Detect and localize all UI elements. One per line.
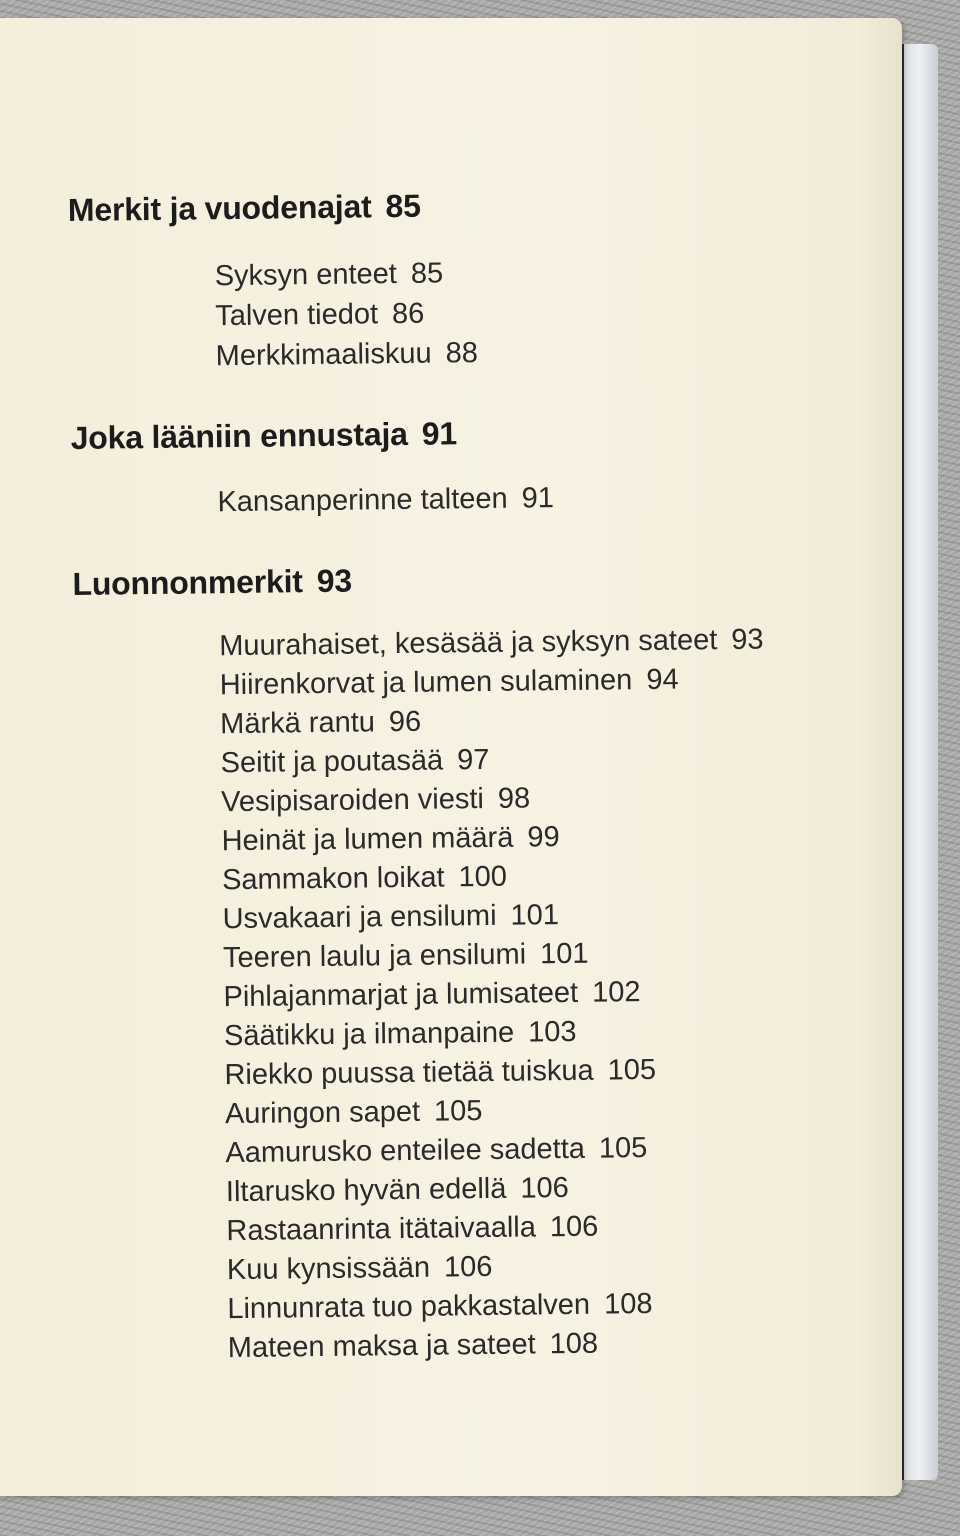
entry-title: Kuu kynsissään xyxy=(226,1251,431,1287)
entry-page-number: 97 xyxy=(456,743,490,777)
table-of-contents xyxy=(0,18,902,1496)
entry-page-number: 101 xyxy=(539,937,589,971)
entry-page-number: 105 xyxy=(598,1132,648,1165)
chapter-page-number: 93 xyxy=(316,562,353,600)
entry-title: Auringon sapet xyxy=(224,1095,421,1131)
entry-page-number: 102 xyxy=(591,976,641,1009)
entry-page-number: 91 xyxy=(521,482,555,515)
entry-title: Muurahaiset, kesäsää ja syksyn sateet xyxy=(219,624,718,663)
toc-entry xyxy=(219,624,764,664)
toc-entry xyxy=(222,861,507,897)
entry-title: Hiirenkorvat ja lumen sulaminen xyxy=(219,664,633,702)
chapter-title: Merkit ja vuodenajat xyxy=(67,188,372,229)
toc-entry xyxy=(221,782,530,819)
chapter-heading xyxy=(68,188,421,229)
toc-entry xyxy=(226,1211,598,1249)
entry-title: Pihlajanmarjat ja lumisateet xyxy=(223,976,579,1014)
entry-page-number: 98 xyxy=(497,782,531,815)
entry-title: Riekko puussa tietää tuiskua xyxy=(224,1054,594,1092)
toc-entry xyxy=(225,1095,483,1131)
toc-entry xyxy=(226,1172,569,1209)
entry-page-number: 88 xyxy=(445,337,479,370)
toc-entry xyxy=(220,664,679,703)
toc-entry xyxy=(227,1288,653,1326)
entry-title: Merkkimaaliskuu xyxy=(215,337,432,373)
entry-title: Vesipisaroiden viesti xyxy=(220,782,485,819)
book-page xyxy=(0,18,902,1496)
toc-entry xyxy=(227,1251,493,1287)
chapter-heading xyxy=(72,563,352,603)
entry-title: Aamurusko enteilee sadetta xyxy=(225,1132,586,1170)
toc-entry xyxy=(222,899,559,936)
entry-page-number: 96 xyxy=(388,705,422,739)
toc-entry xyxy=(216,337,479,373)
entry-title: Kansanperinne talteen xyxy=(217,482,508,519)
toc-entry xyxy=(223,938,589,975)
entry-title: Seitit ja poutasää xyxy=(220,744,444,780)
toc-entry xyxy=(228,1328,599,1366)
entry-title: Rastaanrinta itätaivaalla xyxy=(226,1211,537,1248)
entry-page-number: 108 xyxy=(603,1287,653,1321)
toc-entry xyxy=(223,976,640,1014)
toc-entry xyxy=(215,257,444,293)
entry-page-number: 94 xyxy=(646,663,679,696)
entry-page-number: 85 xyxy=(410,257,444,290)
entry-page-number: 105 xyxy=(433,1095,483,1128)
entry-page-number: 100 xyxy=(458,860,508,894)
chapter-title: Joka lääniin ennustaja xyxy=(70,415,408,457)
entry-page-number: 108 xyxy=(549,1327,599,1361)
toc-entry xyxy=(225,1132,647,1170)
entry-page-number: 106 xyxy=(520,1171,569,1205)
entry-title: Usvakaari ja ensilumi xyxy=(222,899,497,936)
entry-page-number: 86 xyxy=(391,297,425,331)
toc-entry xyxy=(215,298,424,334)
entry-title: Sammakon loikat xyxy=(221,861,445,897)
toc-entry xyxy=(220,744,489,780)
entry-title: Säätikku ja ilmanpaine xyxy=(223,1016,515,1053)
entry-title: Teeren laulu ja ensilumi xyxy=(222,938,527,975)
entry-title: Linnunrata tuo pakkastalven xyxy=(227,1288,591,1326)
entry-title: Heinät ja lumen määrä xyxy=(221,821,514,858)
entry-page-number: 99 xyxy=(527,821,560,854)
entry-title: Talven tiedot xyxy=(215,298,379,333)
chapter-page-number: 91 xyxy=(421,415,458,452)
chapter-heading xyxy=(70,415,457,457)
toc-entry xyxy=(221,821,559,858)
entry-page-number: 103 xyxy=(527,1015,577,1049)
toc-entry xyxy=(217,482,554,519)
entry-page-number: 101 xyxy=(510,899,560,932)
entry-page-number: 106 xyxy=(443,1250,493,1284)
entry-page-number: 93 xyxy=(731,623,764,656)
toc-entry xyxy=(224,1054,656,1092)
entry-page-number: 105 xyxy=(607,1053,657,1087)
chapter-title: Luonnonmerkit xyxy=(72,563,303,602)
entry-title: Syksyn enteet xyxy=(214,258,398,293)
toc-entry xyxy=(220,706,421,741)
chapter-page-number: 85 xyxy=(385,187,421,225)
entry-page-number: 106 xyxy=(549,1210,599,1244)
entry-title: Mateen maksa ja sateet xyxy=(227,1328,536,1365)
entry-title: Iltarusko hyvän edellä xyxy=(225,1172,507,1209)
toc-entry xyxy=(224,1016,577,1053)
entry-title: Märkä rantu xyxy=(220,706,376,741)
